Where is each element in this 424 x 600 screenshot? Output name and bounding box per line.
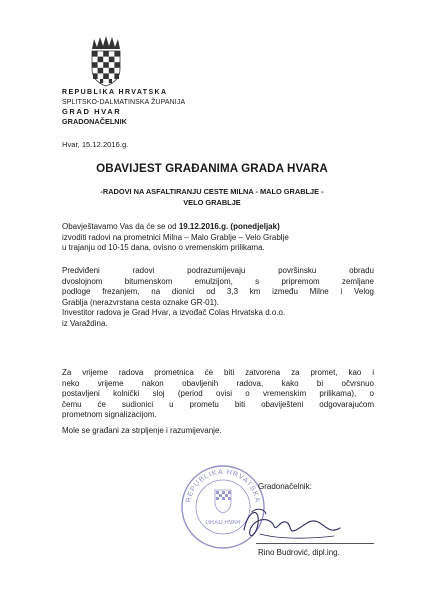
paragraph-line: dvoslojnom bitumenskom emulzijom, s pripremom zemljane	[62, 276, 374, 286]
coat-of-arms-icon	[89, 35, 123, 87]
paragraph-line: Za vrijeme radova prometnica će biti zatvorena za promet, kao i	[62, 368, 374, 377]
paragraph-line: Investitor radova je Grad Hvar, a izvođač Colas Hrvatska d.o.o.	[62, 308, 286, 318]
document-subtitle	[0, 187, 424, 208]
letterhead-county: SPLITSKO-DALMATINSKA ŽUPANIJA	[62, 98, 186, 106]
paragraph-line: u trajanju od 10-15 dana, ovisno o vremenskim prilikama.	[62, 243, 265, 253]
subtitle-line: VELO GRABLJE	[183, 197, 241, 207]
paragraph-closure	[62, 368, 374, 421]
paragraph-line: podloge frezanjem, na dionici od 3,3 km između Milne i Velog	[62, 287, 374, 297]
paragraph-schedule	[62, 222, 374, 254]
stamp-center-text: GRAD HVAR	[205, 520, 241, 526]
paragraph-request: Mole se građani za strpljenje i razumijevanje.	[62, 426, 222, 435]
paragraph-line: čemu će sudionici u prometu biti obaviješteni odgovarajućom	[62, 399, 374, 409]
paragraph-works	[62, 266, 374, 330]
paragraph-text: Obavještavamo Vas da će se od	[62, 222, 179, 231]
paragraph-line: Grablja (nerazvrstana cesta oznake GR-01).	[62, 297, 219, 307]
letterhead-country: REPUBLIKA HRVATSKA	[62, 89, 168, 96]
letterhead-city: GRAD HVAR	[62, 107, 122, 117]
signature-line	[256, 543, 374, 544]
letterhead	[62, 88, 185, 126]
paragraph-line: postavljeni kolnički sloj (period ovisi o vremenskim prilikama), o	[62, 389, 374, 399]
document-date: Hvar, 15.12.2016.g.	[62, 140, 129, 149]
stamp-outer-text: REPUBLIKA HRVATSKA	[185, 468, 261, 504]
signatory-name: Rino Budrović, dipl.ing.	[258, 548, 340, 557]
paragraph-line: iz Varaždina.	[62, 318, 108, 328]
letterhead-office: GRADONAČELNIK	[62, 116, 127, 126]
signature-label: Gradonačelnik:	[258, 482, 312, 491]
document-title: OBAVIJEST GRAĐANIMA GRADA HVARA	[96, 162, 328, 175]
paragraph-line	[62, 222, 374, 233]
paragraph-line: neko vrijeme nakon obavljenih radova, kako bi očvrsnuo	[62, 378, 374, 388]
paragraph-line: prometnom signalizacijom.	[62, 410, 157, 420]
paragraph-line: izvoditi radovi na prometnici Milna – Malo Grablje – Velo Grablje	[62, 232, 289, 242]
start-date: 19.12.2016.g. (ponedjeljak)	[178, 222, 280, 231]
subtitle-line: -RADOVI NA ASFALTIRANJU CESTE MILNA - MALO GRABLJE -	[100, 187, 324, 196]
paragraph-line: Predviđeni radovi podrazumijevaju površinsku obradu	[62, 266, 374, 275]
